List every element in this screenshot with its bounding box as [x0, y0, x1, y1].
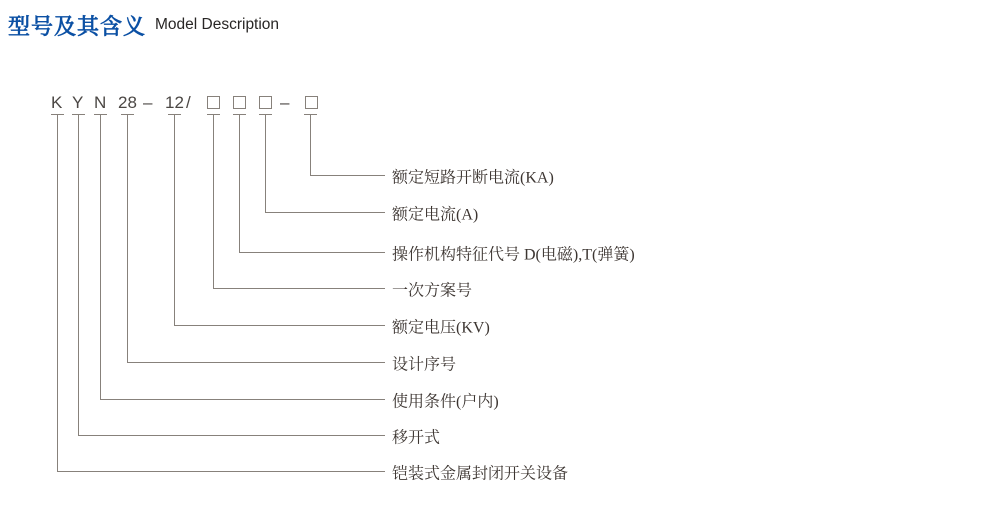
legend-label-primary-scheme: 一次方案号	[392, 282, 473, 300]
legend-label-design-serial: 设计序号	[392, 356, 457, 374]
leader-vline	[239, 115, 240, 253]
leader-hline	[57, 471, 385, 472]
leader-vline	[213, 115, 214, 289]
code-token-dash2: –	[280, 93, 290, 112]
code-token-12: 12	[165, 93, 184, 112]
code-token-Y: Y	[72, 93, 84, 112]
leader-hline	[239, 252, 385, 253]
code-box-breaking-current	[305, 96, 318, 109]
leader-vline	[78, 115, 79, 436]
leader-hline	[100, 399, 385, 400]
leader-hline	[174, 325, 385, 326]
legend-label-armored: 铠装式金属封闭开关设备	[392, 465, 569, 483]
code-token-N: N	[94, 93, 107, 112]
code-token-K: K	[51, 93, 63, 112]
legend-label-breaking-current: 额定短路开断电流(KA)	[392, 169, 554, 187]
code-token-28: 28	[118, 93, 137, 112]
leader-vline	[127, 115, 128, 363]
legend-label-usage-condition: 使用条件(户内)	[392, 393, 499, 411]
legend-label-withdrawable: 移开式	[392, 429, 441, 447]
code-box-current	[259, 96, 272, 109]
leader-vline	[174, 115, 175, 326]
leader-vline	[265, 115, 266, 213]
page-title-zh: 型号及其含义	[8, 14, 147, 39]
leader-vline	[310, 115, 311, 176]
code-box-scheme	[207, 96, 220, 109]
legend-label-rated-voltage: 额定电压(KV)	[392, 319, 490, 337]
leader-hline	[310, 175, 385, 176]
legend-label-mechanism: 操作机构特征代号 D(电磁),T(弹簧)	[392, 246, 635, 264]
legend-label-rated-current: 额定电流(A)	[392, 206, 479, 224]
code-box-mechanism	[233, 96, 246, 109]
leader-vline	[57, 115, 58, 472]
leader-hline	[265, 212, 385, 213]
page-title-en: Model Description	[155, 16, 280, 33]
leader-hline	[127, 362, 385, 363]
code-token-dash: –	[143, 93, 153, 112]
leader-hline	[78, 435, 385, 436]
leader-hline	[213, 288, 385, 289]
code-token-slash: /	[186, 93, 191, 112]
leader-vline	[100, 115, 101, 400]
